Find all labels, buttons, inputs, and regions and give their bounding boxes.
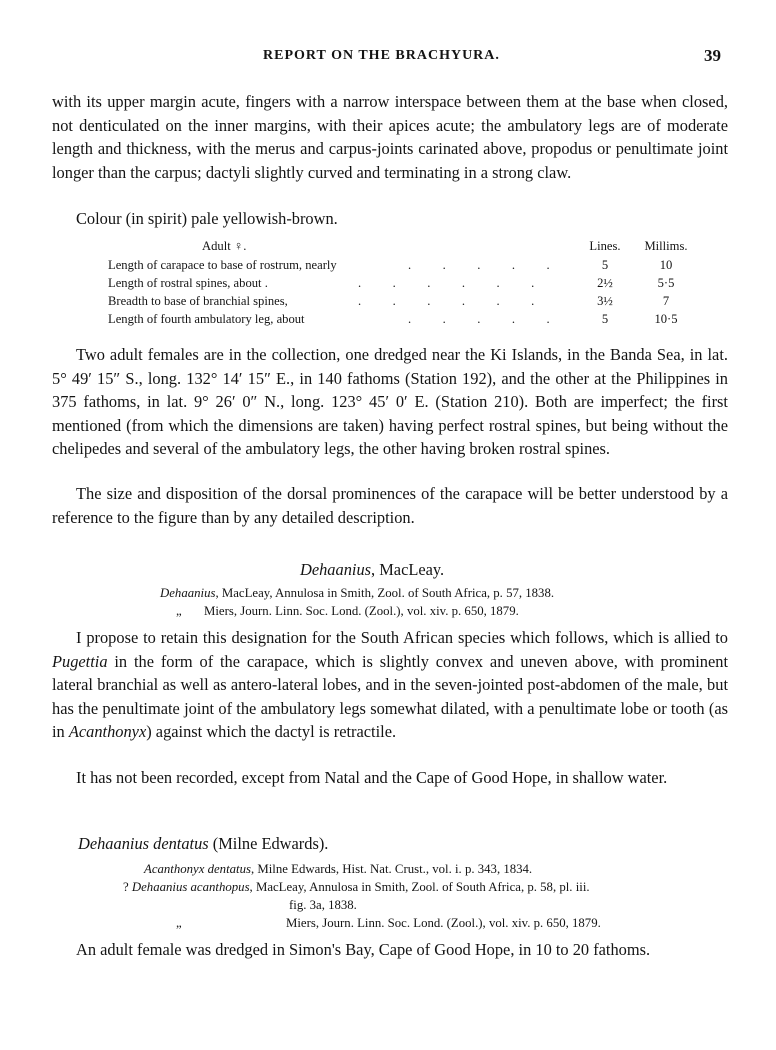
- paragraph-3: [52, 482, 728, 529]
- row-lines: 5: [601, 258, 609, 272]
- table-row: [108, 258, 708, 276]
- species-ref-2: [123, 880, 590, 895]
- colour-line-text: Colour (in spirit) pale yellowish-brown.: [76, 209, 338, 228]
- paragraph-1: [52, 90, 728, 184]
- table-row: [108, 312, 708, 330]
- paragraph-4-text: [52, 626, 728, 744]
- leader-dots: . . . . . .: [358, 276, 535, 290]
- paragraph-6: [52, 938, 728, 962]
- col-header-lines: Lines.: [589, 239, 621, 253]
- ref-text: , MacLeay, Annulosa in Smith, Zool. of South Africa, p. 57, 1838.: [215, 586, 555, 600]
- ref-text: fig. 3a, 1838.: [289, 898, 357, 912]
- row-label: Length of fourth ambulatory leg, about: [108, 312, 305, 326]
- paragraph-5-text: It has not been recorded, except from Natal and the Cape of Good Hope, in shallow water.: [76, 768, 668, 787]
- table-title: Adult ♀.: [202, 239, 247, 253]
- paragraph-3-text: The size and disposition of the dorsal prominences of the carapace will be better understood by a reference to the figure than by any detailed description.: [52, 484, 728, 527]
- ref-text: Miers, Journ. Linn. Soc. Lond. (Zool.), vol. xiv. p. 650, 1879.: [204, 604, 519, 618]
- ref-name: Dehaanius acanthopus: [131, 880, 250, 894]
- row-lines: 5: [601, 312, 609, 326]
- paragraph-5: [52, 766, 728, 790]
- ref-name: Acanthonyx dentatus: [144, 862, 251, 876]
- ref-text: , MacLeay, Annulosa in Smith, Zool. of South Africa, p. 58, pl. iii.: [249, 880, 590, 894]
- species-name: Dehaanius dentatus: [78, 834, 209, 853]
- genus-acanthonyx: Acanthonyx: [68, 722, 147, 741]
- paragraph-1-text: with its upper margin acute, fingers with a narrow interspace between them at the base when closed, not denticulated on the inner margins, with their apices acute; the ambulatory legs are of moderate length and thickness, with the merus and carpus-joints carinated above, propodus or penultimate joint longer than the carpus; dactyli slightly curved and terminating in a strong claw.: [52, 92, 728, 182]
- ditto-mark: „: [176, 604, 182, 618]
- row-millims: 10·5: [654, 312, 678, 326]
- paragraph-2-text: Two adult females are in the collection, one dredged near the Ki Islands, in the Banda Sea, in lat. 5° 49′ 15″ S., long. 132° 14′ 15″ E., in 140 fathoms (Station 192), and the other at the Philippines in 375 fathoms, in lat. 9° 26′ 0″ N., long. 123° 45′ 0′ E. (Station 210). Both are imperfect; the first mentioned (from which the dimensions are taken) having perfect rostral spines, but being without the chelipedes and several of the ambulatory legs, the other having broken rostral spines.: [52, 345, 728, 458]
- col-header-millims: Millims.: [644, 239, 688, 253]
- genus-name: Dehaanius: [300, 560, 372, 579]
- para4-part-a: I propose to retain this designation for the South African species which follows, which is allied to: [76, 628, 728, 647]
- ref-text: , Milne Edwards, Hist. Nat. Crust., vol. i. p. 343, 1834.: [250, 862, 533, 876]
- genus-heading: [300, 560, 444, 580]
- row-lines: 2½: [597, 276, 613, 290]
- row-label: Length of carapace to base of rostrum, nearly: [108, 258, 337, 272]
- table-row: [108, 276, 708, 294]
- ref-text: Miers, Journ. Linn. Soc. Lond. (Zool.), vol. xiv. p. 650, 1879.: [286, 916, 601, 930]
- leader-dots: . . . . .: [408, 258, 550, 272]
- running-title: REPORT ON THE BRACHYURA.: [263, 48, 500, 63]
- ditto-mark: „: [176, 916, 182, 930]
- row-lines: 3½: [597, 294, 613, 308]
- row-millims: 7: [662, 294, 670, 308]
- paragraph-2: [52, 343, 728, 461]
- para4-part-e: ) against which the dactyl is retractile.: [146, 722, 397, 741]
- genus-ref-2: [176, 604, 519, 619]
- table-header-row: [108, 239, 708, 257]
- ref-name: Dehaanius: [160, 586, 216, 600]
- row-label: Breadth to base of branchial spines,: [108, 294, 288, 308]
- para4-part-c: in the form of the carapace, which is slightly convex and uneven above, with prominent lateral branchial as well as antero-lateral lobes, and in the seven-jointed post-abdomen of the male, but has the penultimate joint of the ambulatory legs somewhat dilated, with a penultimate lobe or tooth (as in: [52, 651, 728, 741]
- species-ref-1: [144, 862, 532, 877]
- species-heading: [78, 834, 328, 854]
- leader-dots: . . . . . .: [358, 294, 535, 308]
- paragraph-4: [52, 626, 728, 744]
- genus-ref-1: [160, 586, 554, 601]
- genus-author: , MacLeay.: [371, 560, 445, 579]
- row-millims: 5·5: [657, 276, 675, 290]
- table-row: [108, 294, 708, 312]
- colour-line: [52, 207, 728, 231]
- species-author: (Milne Edwards).: [208, 834, 329, 853]
- row-millims: 10: [659, 258, 673, 272]
- species-ref-4: [176, 916, 601, 931]
- species-ref-3: [289, 898, 357, 913]
- running-head: [0, 48, 776, 70]
- query-mark: ?: [123, 880, 129, 894]
- page-number: 39: [704, 46, 721, 65]
- genus-pugettia: Pugettia: [52, 651, 108, 671]
- paragraph-6-text: An adult female was dredged in Simon's Bay, Cape of Good Hope, in 10 to 20 fathoms.: [76, 940, 651, 959]
- leader-dots: . . . . .: [408, 312, 550, 326]
- row-label: Length of rostral spines, about .: [108, 276, 268, 290]
